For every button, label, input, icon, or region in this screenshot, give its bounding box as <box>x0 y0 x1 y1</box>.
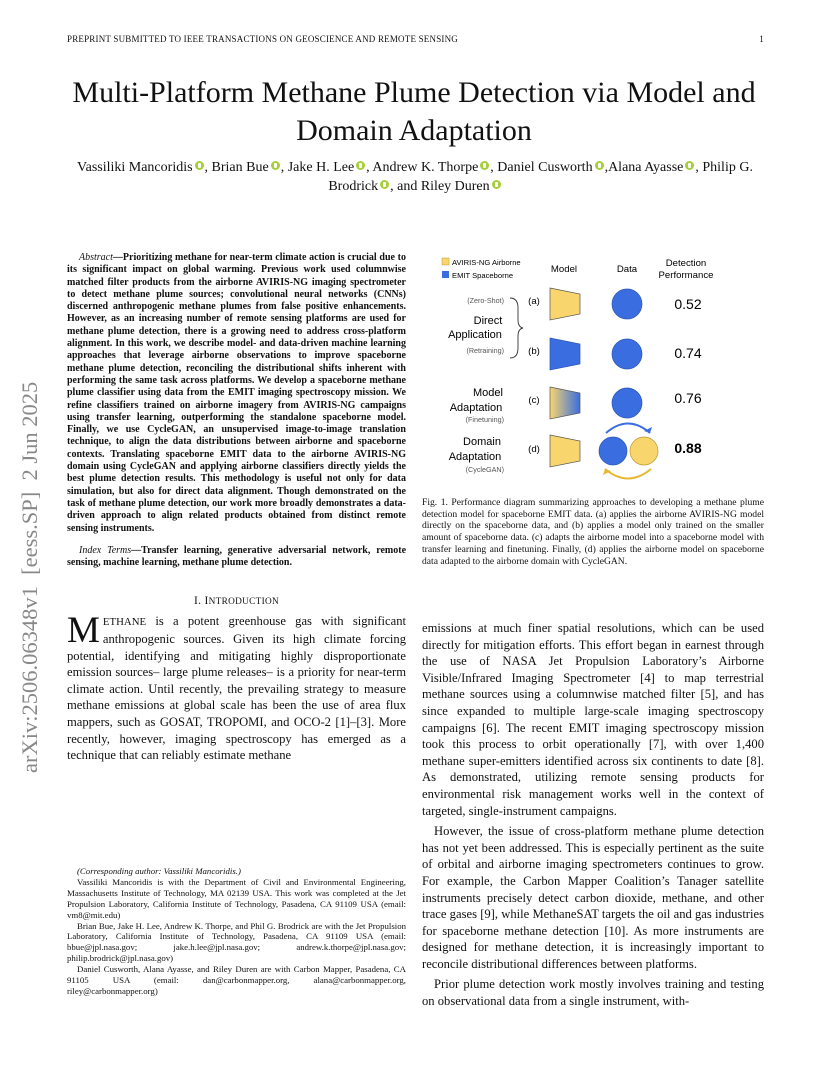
model-trapezoid-c <box>550 387 580 419</box>
orcid-icon[interactable] <box>685 161 694 170</box>
index-terms-label: Index Terms <box>79 544 132 556</box>
author-name: Jake H. Lee <box>287 160 355 175</box>
orcid-icon[interactable] <box>356 161 365 170</box>
author-name: Philip G. Brodrick <box>328 160 753 194</box>
orcid-icon[interactable] <box>271 161 280 170</box>
arxiv-stamp <box>10 295 46 775</box>
intro-paragraph-3: Prior plume detection work mostly involves training and testing on observational data from a single instrument, with- <box>422 977 764 1009</box>
group-model-2: Adaptation <box>449 402 503 414</box>
index-terms-text: —Transfer learning, generative adversarial network, remote sensing, machine learning, methane plume detection. <box>67 544 407 569</box>
index-terms <box>67 545 406 570</box>
model-trapezoid-b <box>550 338 580 370</box>
legend-airborne: AVIRIS-NG Airborne <box>452 258 521 267</box>
score-b: 0.74 <box>674 345 702 361</box>
score-d: 0.88 <box>674 440 702 456</box>
author-list: Vassiliki Mancoridis , Brian Bue , Jake H. Lee , Andrew K. Thorpe , Daniel Cusworth ,Alana Ayasse , Philip G. Brodrick , and Riley Duren <box>77 160 753 194</box>
footnote-affiliation-1: Vassiliki Mancoridis is with the Department of Civil and Environmental Engineering, Massachusetts Institute of Technology, MA 02139 USA. This work was completed at the Jet Propulsion Laboratory, California Institute of Technology, Pasadena, CA 91109 USA (email: vm8@mit.edu) <box>67 876 406 920</box>
author-name: Andrew K. Thorpe <box>372 160 479 175</box>
orcid-icon[interactable] <box>195 161 204 170</box>
score-c: 0.76 <box>674 390 702 406</box>
col-detection-1: Detection <box>665 258 707 269</box>
row-b-tag: (b) <box>528 346 540 357</box>
data-circle-b <box>612 339 642 369</box>
col-detection-2: Performance <box>658 270 714 281</box>
group-domain-2: Adaptation <box>448 451 502 463</box>
journal-header: PREPRINT SUBMITTED TO IEEE TRANSACTIONS ON GEOSCIENCE AND REMOTE SENSING <box>67 34 459 44</box>
score-a: 0.52 <box>674 296 702 312</box>
row-d-tag: (d) <box>528 444 540 455</box>
first-word: ETHANE <box>102 616 147 629</box>
footnotes <box>67 866 406 997</box>
data-circle-a <box>612 289 642 319</box>
paper-title: Multi-Platform Methane Plume Detection via Model and Domain Adaptation <box>72 76 756 147</box>
model-trapezoid-a <box>550 288 580 320</box>
figure-caption: Fig. 1. Performance diagram summarizing approaches to developing a methane plume detection model for spaceborne EMIT data. (a) applies the airborne AVIRIS-NG model directly on the spaceborne data, and (b) applies a model only trained on the smaller amount of spaceborne data. (c) adapts the airborne model into a spaceborne model with transfer learning and finetuning. Finally, (d) applies the airborne model on spaceborne data adapted to the airborne domain with CycleGAN. <box>422 497 764 567</box>
author-name: Daniel Cusworth <box>497 160 593 175</box>
row-d-sub: (CycleGAN) <box>465 465 504 474</box>
data-circle-d-spaceborne <box>599 437 627 465</box>
brace <box>510 298 523 358</box>
group-direct-2: Application <box>448 329 502 341</box>
author-name: Riley Duren <box>420 179 490 194</box>
orcid-icon[interactable] <box>380 180 389 189</box>
data-circle-c <box>612 388 642 418</box>
intro-paragraph-2: However, the issue of cross-platform methane plume detection has not yet been addressed. This is especially pertinent as the suite of orbital and airborne imaging spectrometers continues to grow. For example, the Carbon Mapper Coalition’s Tanager satellite instruments precisely detect carbon dioxide, methane, and other trace gases [9], while MethaneSAT targets the oil and gas industries for spaceborne methane detection [10]. As more instruments are designed for methane detection, it is increasingly important to reconcile distributional differences between platforms. <box>422 824 764 971</box>
col-data: Data <box>616 264 638 275</box>
orcid-icon[interactable] <box>492 180 501 189</box>
running-header <box>67 34 764 48</box>
footnote-affiliation-3: Daniel Cusworth, Alana Ayasse, and Riley Duren are with Carbon Mapper, Pasadena, CA 91105 USA (email: dan@carbonmapper.org, alana@carbonmapper.org, riley@carbonmapper.org) <box>67 964 406 996</box>
group-domain-1: Domain <box>463 436 501 448</box>
drop-cap: M <box>67 610 100 652</box>
row-a-tag: (a) <box>528 296 540 307</box>
corresponding-author: (Corresponding author: Vassiliki Mancoridis.) <box>77 866 241 876</box>
author-name: Brian Bue <box>211 160 269 175</box>
group-model-1: Model <box>473 387 503 399</box>
row-a-sub: (Zero-Shot) <box>467 296 504 305</box>
abstract-text: —Prioritizing methane for near-term climate action is crucial due to its significant impact on global warming. Previous work used columnwise matched filter products from the airborne AVIRIS-NG imaging spectrometer to detect methane plume sources; convolutional neural networks (CNNs) discerned anthropogenic methane plumes from false positive enhancements. However, as an increasing number of remote sensing platforms are used for methane plume detection, there is a growing need to address cross-platform alignment. In this work, we describe model- and data-driven machine learning approaches that leverage airborne observations to improve spaceborne methane plume detection, reconciling the distributional shifts inherent with performing the same task across platforms. We develop a spaceborne methane plume classifier using data from the EMIT imaging spectroscopy mission. We refine classifiers trained on airborne imagery from AVIRIS-NG campaigns using transfer learning, outperforming the standalone spaceborne model. Finally, we use CycleGAN, an unsupervised image-to-image translation technique, to align the data distributions between airborne and spaceborne contexts. Translating spaceborne EMIT data to the airborne AVIRIS-NG domain using CycleGAN and applying airborne classifiers directly yields the best plume detection results. This methodology is useful not only for data simulation, but also for direct data alignment. Though demonstrated on the task of methane plume detection, our work more broadly demonstrates a data-driven approach to align related products obtained from distinct remote sensing instruments. <box>67 252 406 534</box>
performance-diagram <box>422 252 764 484</box>
row-b-sub: (Retraining) <box>466 346 504 355</box>
cycle-arrow-top <box>606 424 650 434</box>
footnote-affiliation-2: Brian Bue, Jake H. Lee, Andrew K. Thorpe, and Phil G. Brodrick are with the Jet Propulsion Laboratory, California Institute of Technology, Pasadena, CA 91109 USA (email: bbue@jpl.nasa.gov; jake.h.lee@jpl.nasa.gov; andrew.k.thorpe@jpl.nasa.gov; philip.brodrick@jpl.nasa.gov) <box>67 920 406 964</box>
legend-swatch-airborne <box>442 258 449 265</box>
section-heading: I. INTRODUCTION <box>193 595 280 608</box>
author-name: Vassiliki Mancoridis <box>77 160 193 175</box>
row-c-tag: (c) <box>528 395 540 406</box>
arxiv-id: arXiv:2506.06348v1 [eess.SP] 2 Jun 2025 <box>17 381 42 773</box>
data-circle-d-airborne <box>630 437 658 465</box>
col-model: Model <box>550 264 578 275</box>
right-column-text <box>422 620 764 1010</box>
legend-spaceborne: EMIT Spaceborne <box>452 271 514 280</box>
abstract <box>67 252 406 535</box>
intro-paragraph-1: METHANE is a potent greenhouse gas with significant anthropogenic sources. Given its high climate forcing potential, identifying and mitigating highly disproportionate emission sources– large plume releases– is a priority for near-term climate action. Until recently, the prevailing strategy to measure methane emissions at global scale has been the use of area flux mappers, such as GOSAT, TROPOMI, and OCO-2 [1]–[3]. More recently, however, imaging spectroscopy has emerged as a technique that can reliably estimate methane <box>67 610 406 763</box>
group-direct-1: Direct <box>473 315 503 327</box>
orcid-icon[interactable] <box>595 161 604 170</box>
author-name: Alana Ayasse <box>608 160 684 175</box>
intro-paragraph-1-cont: emissions at much finer spatial resolutions, which can be used directly for mitigation efforts. This effort began in earnest through the use of NASA Jet Propulsion Laboratory’s Airborne Visible/Infrared Imaging Spectrometer [4] to map terrestrial methane sources using a columnwise matched filter [5], and has since expanded to multiple large-scale imaging spectroscopy campaigns [6]. The recent EMIT imaging spectroscopy mission took this process to orbit operationally [7], with over 1,400 methane super-emitters identified across six continents to date [8]. As demonstrated, utilizing remote sensing products for environmental risk management works well in the context of targeted, single-instrument campaigns. <box>422 621 764 818</box>
legend-swatch-spaceborne <box>442 271 449 278</box>
model-trapezoid-d <box>550 435 580 467</box>
abstract-label: Abstract <box>79 252 113 263</box>
cycle-arrow-bottom <box>605 469 651 479</box>
orcid-icon[interactable] <box>480 161 489 170</box>
row-c-sub: (Finetuning) <box>465 415 504 424</box>
page-number: 1 <box>759 34 764 44</box>
